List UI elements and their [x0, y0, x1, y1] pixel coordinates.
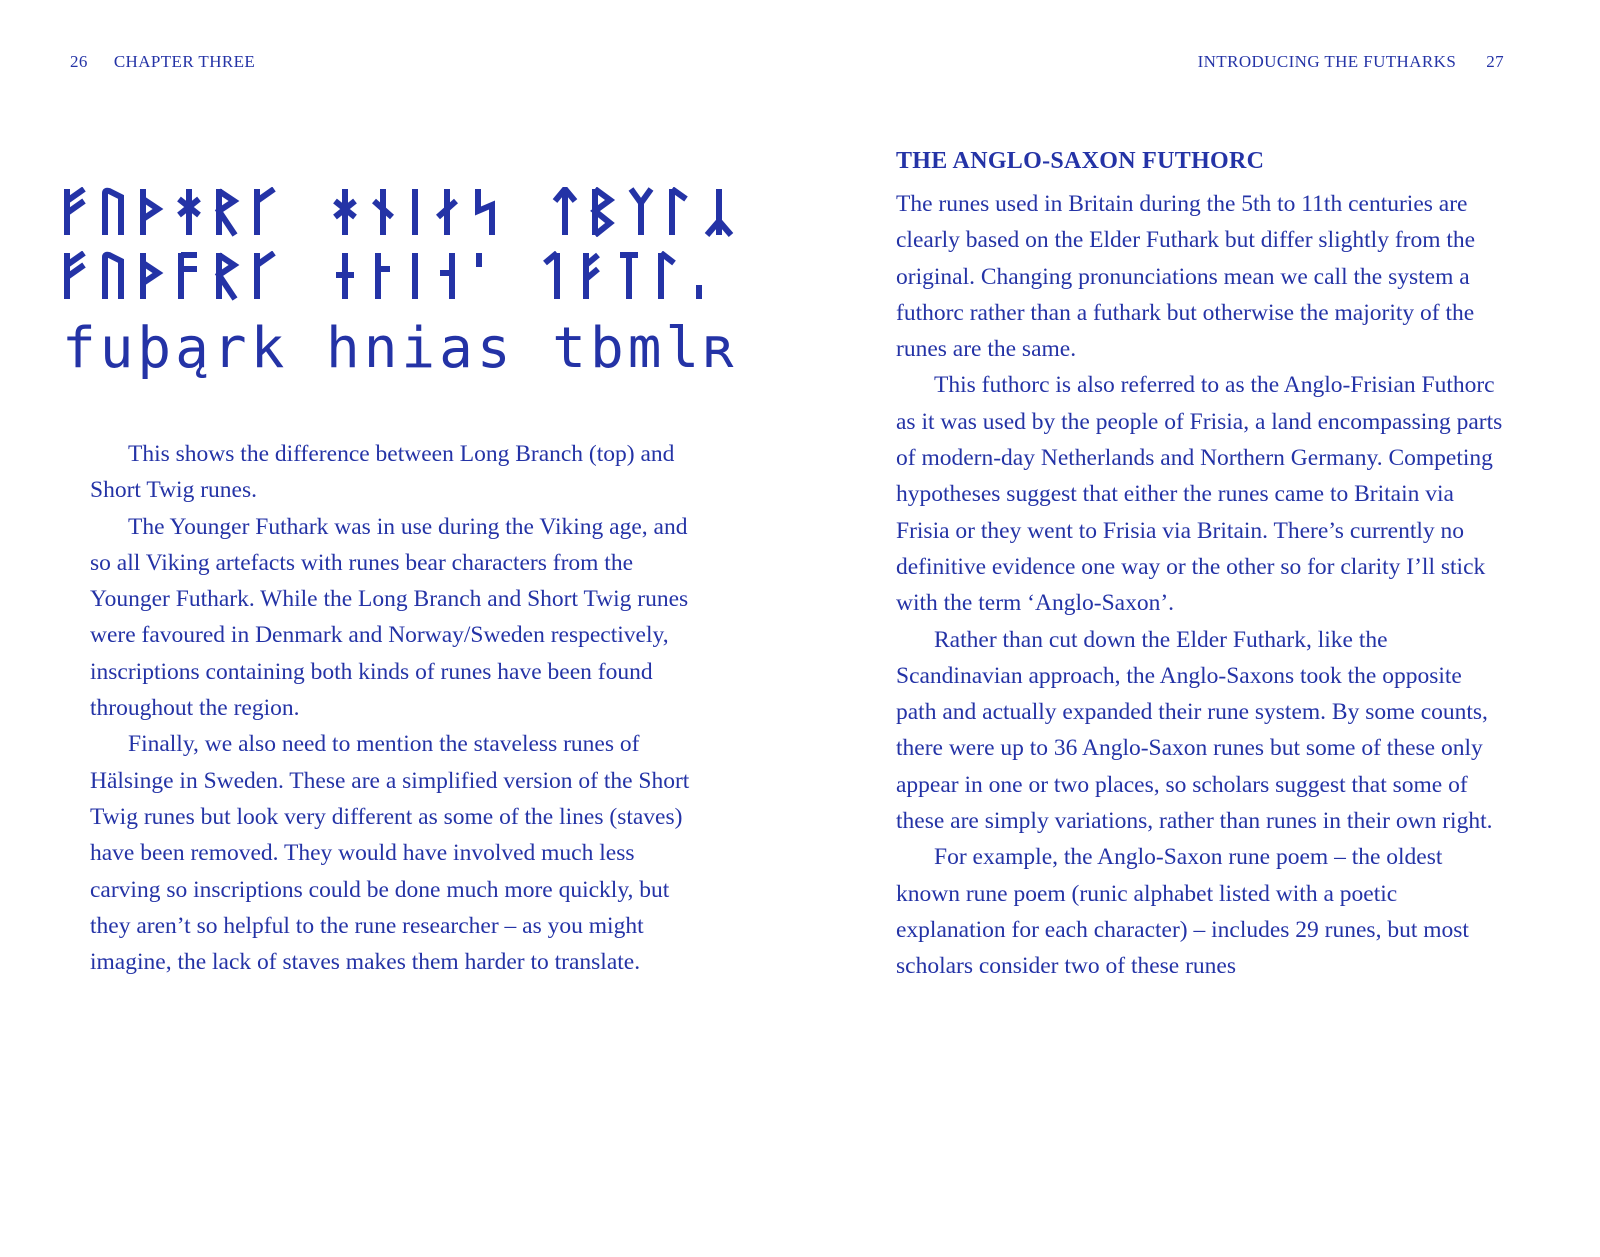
rune-oss-short-icon — [176, 251, 202, 301]
right-page — [800, 0, 1600, 1257]
left-body-text — [90, 436, 700, 980]
rune-transliteration: fuþąrk hnias tbmlʀ — [62, 316, 741, 381]
rune-sol-long-icon — [472, 187, 498, 237]
rune-fe-short-icon — [62, 251, 88, 301]
rune-group-hnias-short — [332, 251, 486, 301]
rune-oss-long-icon — [176, 187, 202, 237]
rune-iss-short-icon — [408, 251, 422, 301]
running-head-right — [1198, 52, 1504, 72]
rune-tyr-long-icon — [552, 187, 578, 237]
rune-ur-icon — [100, 187, 126, 237]
rune-row-long-branch — [62, 180, 742, 244]
chapter-title: CHAPTER THREE — [113, 52, 256, 71]
section-heading: THE ANGLO-SAXON FUTHORC — [896, 148, 1265, 174]
rune-thurs-short-icon — [138, 251, 164, 301]
running-head-left — [70, 52, 255, 72]
paragraph: This futhorc is also referred to as the Anglo-Frisian Futhorc as it was used by the people of Frisia, a land encompassing parts of modern-day Netherlands and Northern Germany. Competing hypotheses suggest that either the runes came to Britain via Frisia or they went to Frisia via Britain. There’s currently no definitive evidence one way or the other so for clarity I’ll stick with the term ‘Anglo-Saxon’. — [896, 372, 1503, 617]
rune-hagall-short-icon — [332, 251, 358, 301]
rune-kaun-short-icon — [252, 251, 278, 301]
rune-reid-short-icon — [214, 251, 240, 301]
rune-madr-short-icon — [616, 251, 642, 301]
section-running-title: INTRODUCING THE FUTHARKS — [1197, 52, 1457, 71]
rune-naud-long-icon — [370, 187, 396, 237]
paragraph: Finally, we also need to mention the staveless runes of Hälsinge in Sweden. These are a simplified version of the Short Twig runes but look very different as some of the lines (staves) have been removed. They would have involved much less carving so inscriptions could be done much more quickly, but they aren’t so helpful to the rune researcher – as you might imagine, the lack of staves makes them harder to translate. — [90, 731, 690, 976]
page-number-right: 27 — [1486, 52, 1504, 71]
paragraph: Rather than cut down the Elder Futhark, like the Scandinavian approach, the Anglo-Saxons took the opposite path and actually expanded their rune system. By some counts, there were up to 36 Anglo-Saxon runes but some of these only appear in one or two places, so scholars suggest that some of these are simply variations, rather than runes in their own right. — [896, 626, 1493, 835]
rune-bjarkan-long-icon — [590, 187, 616, 237]
rune-logr-long-icon — [666, 187, 692, 237]
rune-ar-long-icon — [434, 187, 460, 237]
rune-chart — [62, 180, 742, 384]
rune-group-futhark-short — [62, 251, 278, 301]
paragraph: The Younger Futhark was in use during the Viking age, and so all Viking artefacts with runes bear characters from the Younger Futhark. While the Long Branch and Short Twig runes were favoured in Denmark and Norway/Sweden respectively, inscriptions containing both kinds of runes have been found throughout the region. — [90, 513, 689, 722]
rune-thurs-icon — [138, 187, 164, 237]
rune-tyr-short-icon — [540, 251, 566, 301]
rune-row-short-twig — [62, 244, 742, 308]
rune-madr-long-icon — [628, 187, 654, 237]
paragraph: This shows the difference between Long Branch (top) and Short Twig runes. — [90, 441, 675, 504]
paragraph: For example, the Anglo-Saxon rune poem – the oldest known rune poem (runic alphabet listed with a poetic explanation for each character) – includes 29 runes, but most scholars consider two of these runes — [896, 844, 1469, 980]
rune-group-tbmlr-long — [552, 187, 734, 237]
rune-ur-short-icon — [100, 251, 126, 301]
paragraph: The runes used in Britain during the 5th to 11th centuries are clearly based on the Elder Futhark but differ slightly from the original. Changing pronunciations mean we call the system a futhorc rather than a futhark but otherwise the majority of the runes are the same. — [896, 191, 1476, 363]
rune-yr-short-icon — [692, 251, 706, 301]
rune-sol-short-icon — [472, 251, 486, 301]
rune-bjarkan-short-icon — [578, 251, 604, 301]
rune-hagall-long-icon — [332, 187, 358, 237]
rune-fe-icon — [62, 187, 88, 237]
rune-group-futhark-long — [62, 187, 278, 237]
rune-naud-short-icon — [370, 251, 396, 301]
rune-group-tbmlr-short — [540, 251, 706, 301]
page-number-left: 26 — [70, 52, 88, 71]
rune-group-hnias-long — [332, 187, 498, 237]
right-body-text — [896, 186, 1506, 985]
rune-yr-long-icon — [704, 187, 734, 237]
rune-logr-short-icon — [654, 251, 680, 301]
rune-iss-long-icon — [408, 187, 422, 237]
rune-kaun-icon — [252, 187, 278, 237]
rune-reid-icon — [214, 187, 240, 237]
rune-ar-short-icon — [434, 251, 460, 301]
